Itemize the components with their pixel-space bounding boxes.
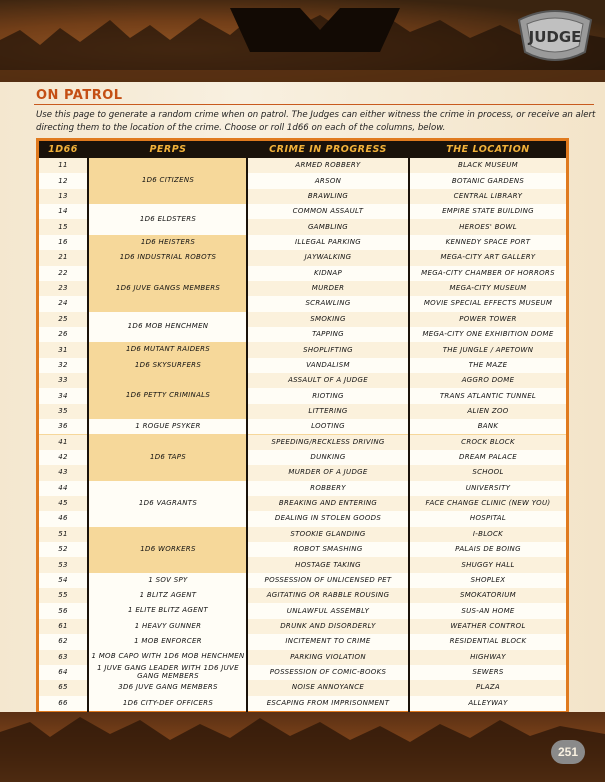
roll-cell: 56 (58, 606, 68, 615)
roll-cell: 52 (58, 545, 68, 554)
perp-cell: 1D6 JUVE GANGS MEMBERS (89, 266, 247, 312)
crime-cell: MURDER (311, 284, 345, 293)
roll-cell: 62 (58, 637, 68, 646)
header-perps: PERPS (149, 144, 187, 155)
location-cell: BANK (477, 422, 499, 431)
location-cell: SHUGGY HALL (461, 560, 515, 569)
crime-cell: COMMON ASSAULT (292, 207, 364, 216)
roll-cell: 64 (58, 668, 68, 677)
table-header (39, 141, 566, 158)
location-cell: ALLEYWAY (468, 698, 508, 707)
location-cell: PALAIS DE BOING (455, 545, 521, 554)
location-cell: BLACK MUSEUM (458, 161, 518, 170)
location-cell: HOSPITAL (469, 514, 507, 523)
roll-cell: 44 (58, 483, 68, 492)
crime-cell: BREAKING AND ENTERING (278, 499, 378, 508)
roll-cell: 54 (58, 575, 68, 584)
perp-cell: 1 SOV SPY (89, 573, 247, 588)
roll-cell: 43 (58, 468, 68, 477)
perp-cell: 1D6 MOB HENCHMEN (89, 312, 247, 343)
crime-cell: UNLAWFUL ASSEMBLY (286, 606, 370, 615)
location-cell: MEGA-CITY ONE EXHIBITION DOME (422, 330, 554, 339)
roll-cell: 61 (58, 622, 68, 630)
location-cell: DREAM PALACE (459, 453, 517, 462)
roll-cell: 36 (58, 422, 68, 431)
crime-cell: ARMED ROBBERY (295, 161, 361, 170)
crime-cell: ROBOT SMASHING (293, 545, 363, 554)
roll-cell: 45 (58, 499, 68, 508)
perp-cell: 1 MOB ENFORCER (89, 634, 247, 649)
location-cell: CROCK BLOCK (461, 437, 515, 446)
crime-cell: PARKING VIOLATION (290, 652, 366, 661)
roll-cell: 26 (58, 330, 68, 339)
perp-cell: 1D6 VAGRANTS (89, 481, 247, 527)
location-cell: THE JUNGLE / APETOWN (442, 345, 534, 354)
section-title: ON PATROL (36, 88, 123, 103)
perp-cell: 1D6 ELDSTERS (89, 204, 247, 235)
crime-cell: POSSESSION OF COMIC-BOOKS (269, 668, 387, 677)
table-body (39, 158, 566, 711)
location-cell: POWER TOWER (459, 314, 517, 323)
roll-cell: 21 (58, 253, 68, 262)
roll-cell: 13 (58, 191, 68, 200)
location-cell: MOVIE SPECIAL EFFECTS MUSEUM (423, 299, 553, 308)
city-ruins-banner (0, 712, 605, 782)
location-cell: FACE CHANGE CLINIC (NEW YOU) (425, 499, 551, 508)
crime-cell: HOSTAGE TAKING (295, 560, 361, 569)
perp-cell: 1D6 TAPS (89, 435, 247, 481)
roll-cell: 25 (58, 314, 68, 323)
crime-cell: AGITATING OR RABBLE ROUSING (266, 591, 390, 600)
roll-cell: 15 (58, 222, 68, 231)
crime-cell: SHOPLIFTING (303, 345, 353, 354)
crime-cell: LITTERING (308, 406, 348, 415)
roll-cell: 41 (58, 437, 68, 446)
roll-cell: 63 (58, 652, 68, 661)
bottom-banner (0, 712, 605, 782)
column-divider (408, 158, 410, 728)
crime-cell: SPEEDING/RECKLESS DRIVING (271, 437, 385, 446)
perp-cell: 1 HEAVY GUNNER (89, 619, 247, 634)
crime-cell: SCRAWLING (305, 299, 351, 308)
crime-cell: ASSAULT OF A JUDGE (288, 376, 368, 385)
crime-cell: ROBBERY (310, 483, 346, 492)
perp-cell: 1 BLITZ AGENT (89, 588, 247, 603)
crime-cell: POSSESSION OF UNLICENSED PET (264, 575, 392, 584)
header-location: THE LOCATION (446, 144, 530, 155)
location-cell: ALIEN ZOO (467, 406, 509, 415)
location-cell: MEGA-CITY MUSEUM (449, 284, 527, 293)
crime-cell: KIDNAP (313, 268, 343, 277)
crime-cell: RIOTING (312, 391, 344, 400)
perp-cell: 1 ROGUE PSYKER (89, 419, 247, 434)
perp-cell: 1D6 PETTY CRIMINALS (89, 373, 247, 419)
roll-cell: 55 (58, 591, 68, 600)
location-cell: RESIDENTIAL BLOCK (449, 637, 527, 646)
perp-cell: 3D6 JUVE GANG MEMBERS (89, 680, 247, 695)
location-cell: AGGRO DOME (461, 376, 515, 385)
perp-cell: 1D6 MUTANT RAIDERS (89, 342, 247, 357)
location-cell: I-BLOCK (472, 529, 504, 538)
page-number: 251 (551, 740, 585, 764)
top-banner (0, 0, 605, 82)
judge-badge-text: JUDGE (528, 28, 582, 46)
location-cell: THE MAZE (468, 360, 508, 369)
location-cell: MEGA-CITY CHAMBER OF HORRORS (421, 268, 555, 277)
crime-cell: VANDALISM (306, 360, 350, 369)
crime-cell: DUNKING (310, 453, 346, 462)
roll-cell: 34 (58, 391, 68, 400)
perp-cell: 1D6 CITIZENS (89, 158, 247, 204)
roll-cell: 42 (58, 453, 68, 462)
roll-cell: 22 (58, 268, 68, 277)
crime-cell: ESCAPING FROM IMPRISONMENT (266, 698, 390, 707)
crime-cell: DRUNK AND DISORDERLY (280, 622, 376, 630)
crime-cell: GAMBLING (307, 222, 349, 231)
crime-cell: MURDER OF A JUDGE (288, 468, 368, 477)
header-crime: CRIME IN PROGRESS (269, 144, 387, 155)
roll-cell: 12 (58, 176, 68, 185)
perp-cell: 1D6 CITY-DEF OFFICERS (89, 696, 247, 711)
crime-cell: ARSON (314, 176, 342, 185)
crime-cell: JAYWALKING (304, 253, 352, 262)
header-roll: 1D66 (48, 144, 78, 155)
crime-cell: NOISE ANNOYANCE (291, 683, 365, 692)
crime-cell: LOOTING (311, 422, 345, 431)
location-cell: EMPIRE STATE BUILDING (442, 207, 534, 216)
title-rule (34, 104, 594, 105)
roll-cell: 53 (58, 560, 68, 569)
location-cell: HEROES' BOWL (459, 222, 517, 231)
column-divider (246, 158, 248, 728)
crime-cell: BRAWLING (307, 191, 349, 200)
perp-cell: 1D6 WORKERS (89, 527, 247, 573)
location-cell: SCHOOL (472, 468, 504, 477)
crime-cell: ILLEGAL PARKING (295, 237, 361, 246)
roll-cell: 51 (58, 529, 68, 538)
patrol-table (36, 138, 569, 714)
roll-cell: 65 (58, 683, 68, 692)
roll-cell: 23 (58, 284, 68, 293)
perp-cell: 1 MOB CAPO WITH 1D6 MOB HENCHMEN (89, 650, 247, 665)
crime-cell: INCITEMENT TO CRIME (285, 637, 371, 646)
roll-cell: 33 (58, 376, 68, 385)
roll-cell: 35 (58, 406, 68, 415)
perp-cell: 1D6 HEISTERS (89, 235, 247, 250)
column-divider (87, 158, 89, 728)
crime-cell: SMOKING (310, 314, 346, 323)
roll-cell: 32 (58, 360, 68, 369)
location-cell: PLAZA (476, 683, 500, 692)
roll-cell: 66 (58, 698, 68, 707)
roll-cell: 24 (58, 299, 68, 308)
location-cell: MEGA-CITY ART GALLERY (440, 253, 536, 262)
roll-cell: 31 (58, 345, 68, 354)
location-cell: TRANS ATLANTIC TUNNEL (439, 391, 537, 400)
crime-cell: DEALING IN STOLEN GOODS (274, 514, 382, 523)
location-cell: SMOKATORIUM (459, 591, 517, 600)
location-cell: SEWERS (472, 668, 504, 677)
location-cell: CENTRAL LIBRARY (453, 191, 523, 200)
location-cell: KENNEDY SPACE PORT (445, 237, 531, 246)
roll-cell: 16 (58, 237, 68, 246)
location-cell: BOTANIC GARDENS (451, 176, 525, 185)
location-cell: UNIVERSITY (465, 483, 511, 492)
location-cell: SHOPLEX (470, 575, 506, 584)
roll-cell: 46 (58, 514, 68, 523)
roll-cell: 11 (58, 161, 68, 170)
location-cell: SUS-AN HOME (461, 606, 515, 615)
crime-cell: TAPPING (312, 330, 344, 339)
location-cell: HIGHWAY (470, 652, 506, 661)
perp-cell: 1 JUVE GANG LEADER WITH 1D6 JUVE GANG MEMBERS (89, 665, 247, 680)
roll-cell: 14 (58, 207, 68, 216)
intro-text: Use this page to generate a random crime when on patrol. The Judges can either witness the crime in process, or receive an alert directing them to the location of the crime. Choose or roll 1d66 on each of the columns, below. (36, 110, 596, 133)
perp-cell: 1 ELITE BLITZ AGENT (89, 603, 247, 618)
perp-cell: 1D6 SKYSURFERS (89, 358, 247, 373)
location-cell: WEATHER CONTROL (450, 622, 526, 630)
judge-badge-logo (513, 6, 597, 70)
crime-cell: STOOKIE GLANDING (290, 529, 366, 538)
perp-cell: 1D6 INDUSTRIAL ROBOTS (89, 250, 247, 265)
